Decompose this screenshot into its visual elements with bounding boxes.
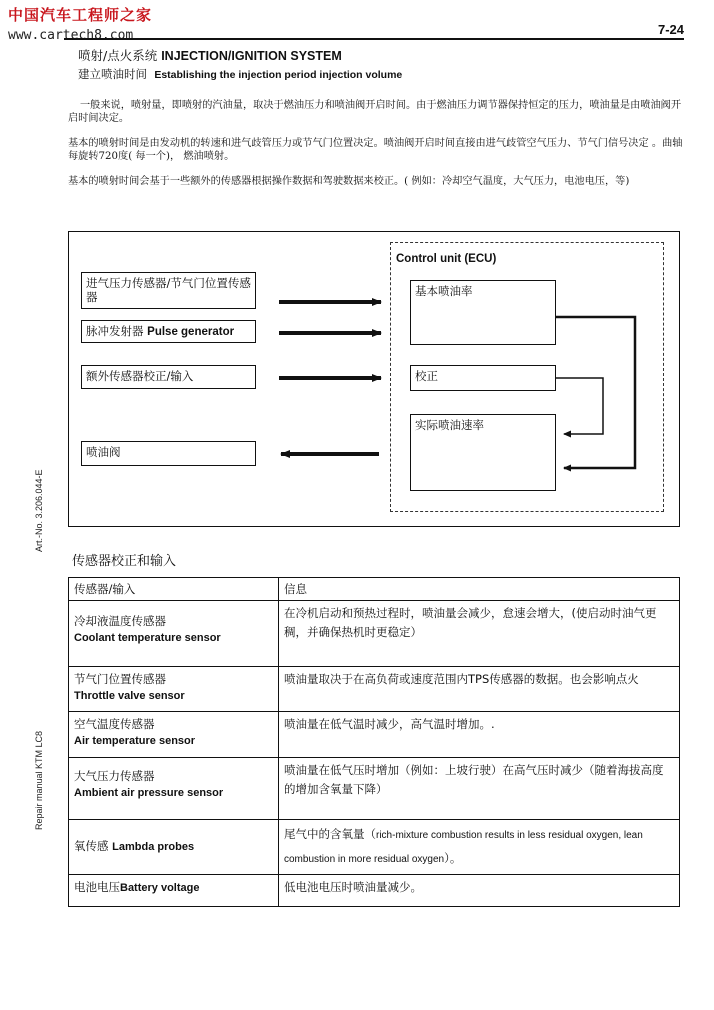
ecu-title: Control unit (ECU) bbox=[396, 253, 497, 265]
intake-pressure-sensor-box: 进气压力传感器/节气门位置传感器 bbox=[81, 272, 256, 309]
table-row bbox=[69, 667, 680, 712]
row-sensor-cn: 空气温度传感器 bbox=[74, 717, 155, 731]
table-header-row bbox=[69, 578, 680, 601]
row-sensor-en: Lambda probes bbox=[112, 841, 195, 853]
subsection-title bbox=[78, 66, 402, 82]
row-sensor-cn: 节气门位置传感器 bbox=[74, 672, 166, 686]
table-row bbox=[69, 758, 680, 820]
row-info: 喷油量在低气压时增加（例如：上坡行驶）在高气压时减少（随着海拔高度的增加含氧量下降） bbox=[279, 758, 680, 820]
header-sensor: 传感器/输入 bbox=[69, 578, 279, 601]
row-info: 喷油量在低气温时减少，高气温时增加。. bbox=[279, 712, 680, 758]
arrow-correction-to-actual bbox=[556, 378, 603, 434]
row-info: 在冷机启动和预热过程时，喷油量会减少，怠速会增大，(使启动时油气更稠，并确保热机时更稳定） bbox=[279, 601, 680, 667]
row-info-en: rich-mixture combustion results in less residual oxygen, lean combustion in more residual oxygen bbox=[284, 830, 643, 865]
arrow-base-to-actual bbox=[556, 317, 635, 468]
row-sensor-en: Battery voltage bbox=[120, 882, 200, 894]
subsection-title-cn: 建立喷油时间 bbox=[78, 67, 147, 81]
paragraph-3: 基本的喷射时间会基于一些额外的传感器根据操作数据和驾驶数据来校正。( 例如：冷却空气温度，大气压力，电池电压，等) bbox=[68, 176, 630, 187]
section-title-en: INJECTION/IGNITION SYSTEM bbox=[161, 49, 342, 63]
row-sensor-en: Air temperature sensor bbox=[74, 735, 196, 747]
section-title-cn: 喷射/点火系统 bbox=[78, 48, 158, 63]
row-info: 低电池电压时喷油量减少。 bbox=[279, 875, 680, 907]
row-info-cn-b: ）。 bbox=[444, 851, 462, 865]
header-rule bbox=[64, 38, 684, 40]
manual-label: Repair manual KTM LC8 bbox=[34, 730, 44, 830]
diagram-arrows bbox=[69, 232, 681, 528]
header-info: 信息 bbox=[279, 578, 680, 601]
site-url[interactable]: www.cartech8.com bbox=[8, 28, 134, 43]
table-row bbox=[69, 875, 680, 907]
row-sensor-en: Coolant temperature sensor bbox=[74, 632, 221, 644]
section-title bbox=[78, 46, 342, 64]
page-number: 7-24 bbox=[657, 22, 684, 37]
injector-box: 喷油阀 bbox=[81, 441, 256, 466]
subsection-title-en: Establishing the injection period injection volume bbox=[154, 69, 403, 81]
site-logo: 中国汽车工程师之家 bbox=[8, 6, 153, 24]
table-row bbox=[69, 712, 680, 758]
row-sensor-cn: 电池电压 bbox=[74, 880, 120, 894]
row-sensor-en: Throttle valve sensor bbox=[74, 690, 185, 702]
injection-diagram bbox=[68, 231, 680, 527]
table-row bbox=[69, 601, 680, 667]
base-injection-rate-box: 基本喷油率 bbox=[410, 280, 556, 345]
extra-sensor-box: 额外传感器校正/输入 bbox=[81, 365, 256, 389]
paragraph-1: 一般来说，喷射量，即喷射的汽油量，取决于燃油压力和喷油阀开启时间。由于燃油压力调节器保持恒定的压力，喷油量是由喷油阀开启时间决定。 bbox=[68, 100, 682, 124]
pulse-generator-cn: 脉冲发射器 bbox=[86, 324, 144, 338]
actual-injection-rate-box: 实际喷油速率 bbox=[410, 414, 556, 491]
row-info: 喷油量取决于在高负荷或速度范围内TPS传感器的数据。也会影响点火 bbox=[279, 667, 680, 712]
sensor-table bbox=[68, 577, 680, 907]
row-sensor-cn: 氧传感 bbox=[74, 839, 109, 853]
table-title: 传感器校正和输入 bbox=[72, 554, 177, 569]
pulse-generator-en: Pulse generator bbox=[147, 326, 235, 338]
correction-box: 校正 bbox=[410, 365, 556, 391]
row-info bbox=[279, 820, 680, 875]
table-row bbox=[69, 820, 680, 875]
row-sensor-en: Ambient air pressure sensor bbox=[74, 787, 224, 799]
row-sensor-cn: 冷却液温度传感器 bbox=[74, 614, 166, 628]
art-number-label: Art.-No. 3.206.044-E bbox=[34, 469, 44, 552]
row-sensor-cn: 大气压力传感器 bbox=[74, 769, 155, 783]
paragraph-2: 基本的喷射时间是由发动机的转速和进气歧管压力或节气门位置决定。喷油阀开启时间直接由进气歧管空气压力、节气门信号决定 。曲轴每旋转720度( 每一个)， 燃油喷射。 bbox=[68, 138, 683, 162]
row-info-cn-a: 尾气中的含氧量（ bbox=[284, 827, 376, 841]
